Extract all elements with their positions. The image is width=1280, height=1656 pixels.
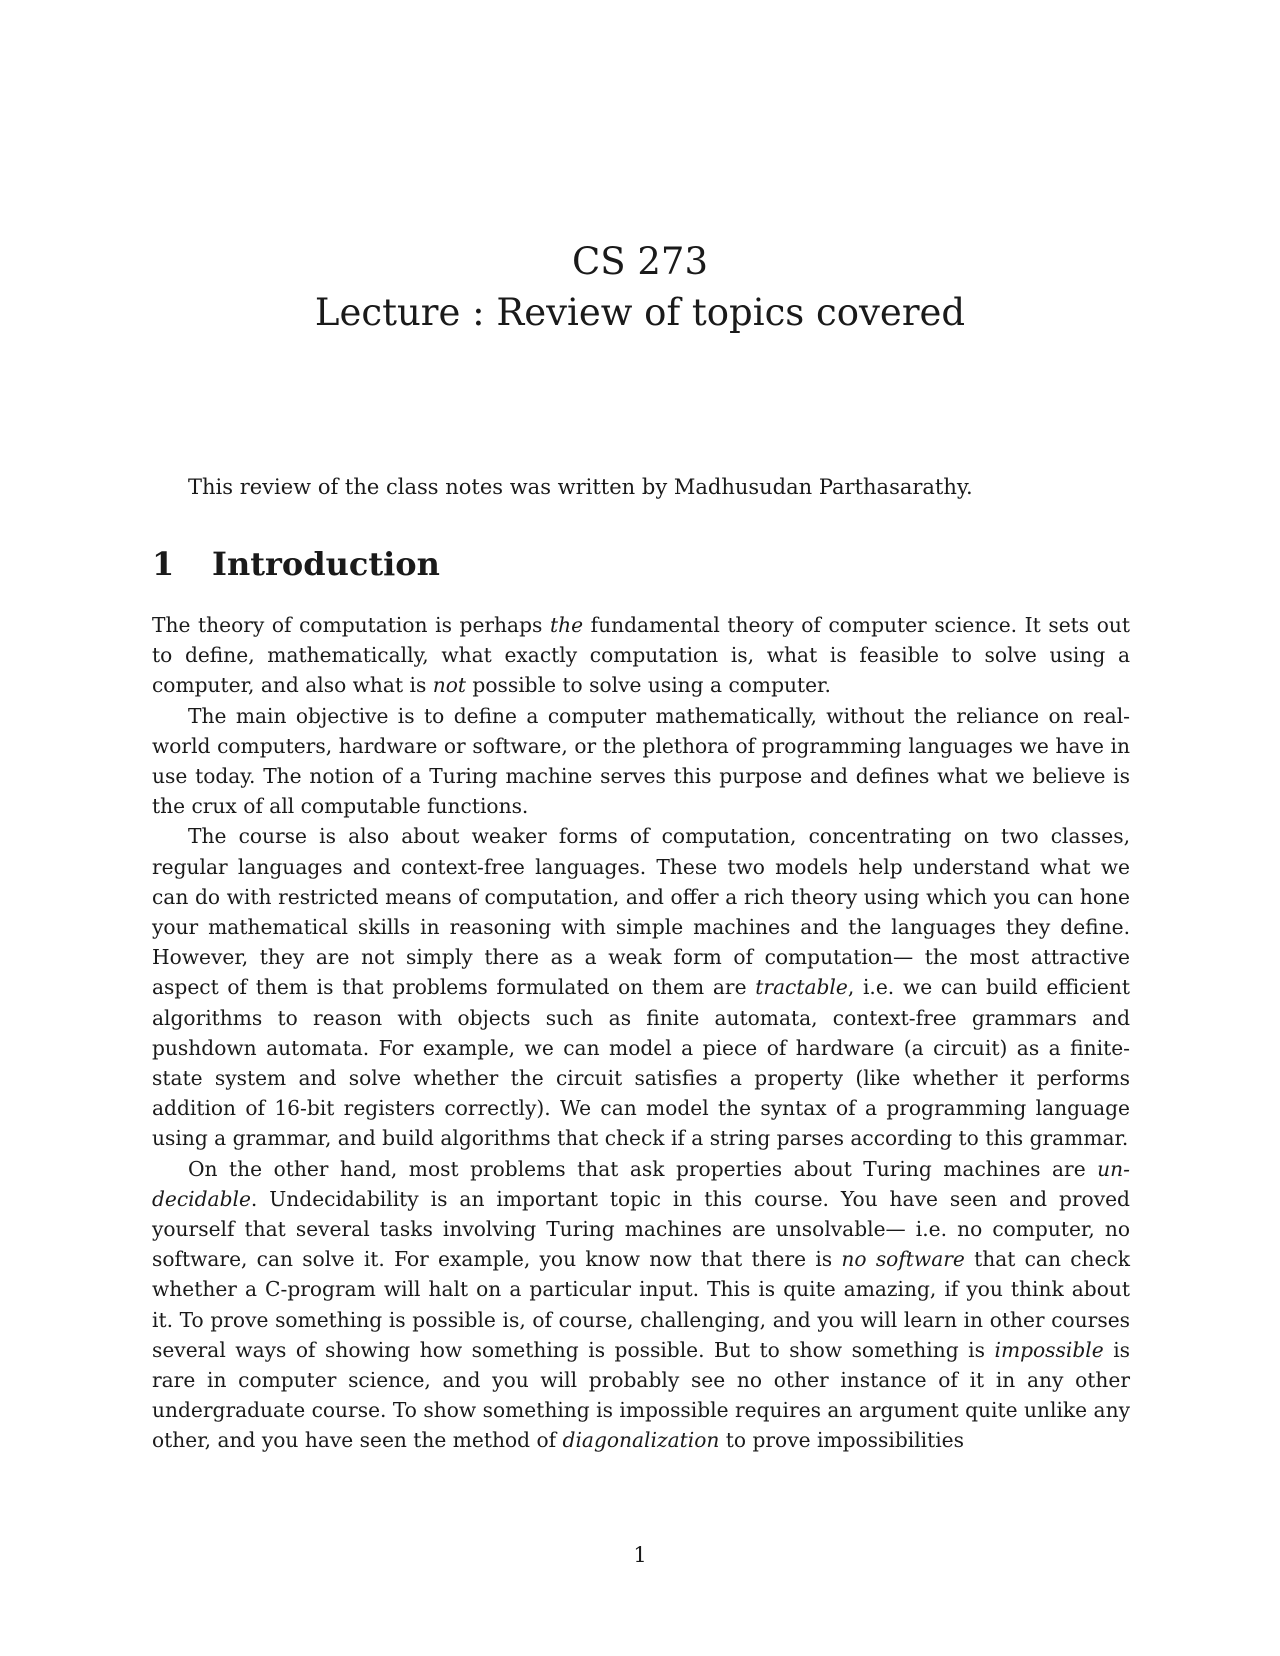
- paragraph-4-emphasis-diagonalization: diagonalization: [562, 1428, 720, 1453]
- body-text: [152, 610, 1130, 1456]
- section-number: 1: [152, 545, 175, 583]
- lecture-title: Lecture : Review of topics covered: [314, 291, 966, 334]
- paragraph-3-emphasis-tractable: tractable: [755, 975, 848, 1000]
- course-title: CS 273: [571, 240, 709, 283]
- paragraph-4-text-b: . Undecidability is an important topic in this course. You have seen and proved yourself that several tasks involving Turing machines are unsolvable— i.e. no computer, no software, can solve it. For example, you know now that there is: [152, 1186, 1130, 1272]
- paragraph-4-text-e: to prove impossibilities: [719, 1428, 964, 1453]
- section-title: Introduction: [212, 545, 440, 583]
- paragraph-1-text-c: possible to solve using a computer.: [466, 673, 831, 698]
- section-heading: [152, 544, 440, 584]
- paragraph-4-emphasis-impossible: impossible: [994, 1337, 1104, 1362]
- paragraph-4-emphasis-no-software: no software: [841, 1247, 965, 1272]
- paragraph-1-emphasis-not: not: [432, 673, 467, 698]
- page-number: 1: [633, 1543, 647, 1567]
- paragraph-1-text-b: fundamental theory of computer science. It sets out to define, mathematically, what exactly computation is, what is feasible to solve using a computer, and also what is: [152, 613, 1130, 698]
- paragraph-1-text-a: The theory of computation is perhaps: [152, 613, 550, 637]
- paragraph-3-text-a: The course is also about weaker forms of computation, concentrating on two classes, regular languages and context-free languages. These two models help understand what we can do with restricted means of computation, and offer a rich theory using which you can hone your mathematical skills in reasoning with simple machines and the languages they define. However, they are not simply there as a weak form of computation— the most attractive aspect of them is that problems formulated on them are: [152, 824, 1130, 1000]
- paragraph-1: [152, 610, 1130, 701]
- paragraph-4-text-a: On the other hand, most problems that ask properties about Turing machines are: [188, 1156, 1098, 1181]
- paragraph-3: [152, 821, 1130, 1153]
- paragraph-4-emphasis-undecidable: undecidable: [152, 1156, 1130, 1211]
- title-block: [0, 236, 1280, 338]
- paragraph-1-emphasis-the: the: [549, 613, 584, 637]
- paragraph-4-text-d: is rare in computer science, and you will probably see no other instance of it in any other undergraduate course. To show something is impossible requires an argument quite unlike any other, and you have seen the method of: [152, 1337, 1131, 1453]
- paragraph-3-text-b: , i.e. we can build efficient algorithms to reason with objects such as finite automata, context-free grammars and pushdown automata. For example, we can model a piece of hardware (a circuit) as a finite-state system and solve whether the circuit satisfies a property (like whether it performs addition of 16-bit registers correctly). We can model the syntax of a programming language using a grammar, and build algorithms that check if a string parses according to this grammar.: [152, 975, 1130, 1151]
- paragraph-4: [152, 1154, 1130, 1456]
- attribution-line: This review of the class notes was written by Madhusudan Parthasarathy.: [188, 475, 973, 499]
- paragraph-4-text-c: that can check whether a C-program will halt on a particular input. This is quite amazing, if you think about it. To prove something is possible is, of course, challenging, and you will learn in other courses several ways of showing how something is possible. But to show something is: [152, 1247, 1130, 1362]
- paragraph-2: The main objective is to define a computer mathematically, without the reliance on real-world computers, hardware or software, or the plethora of programming languages we have in use today. The notion of a Turing machine serves this purpose and defines what we believe is the crux of all computable functions.: [152, 703, 1130, 819]
